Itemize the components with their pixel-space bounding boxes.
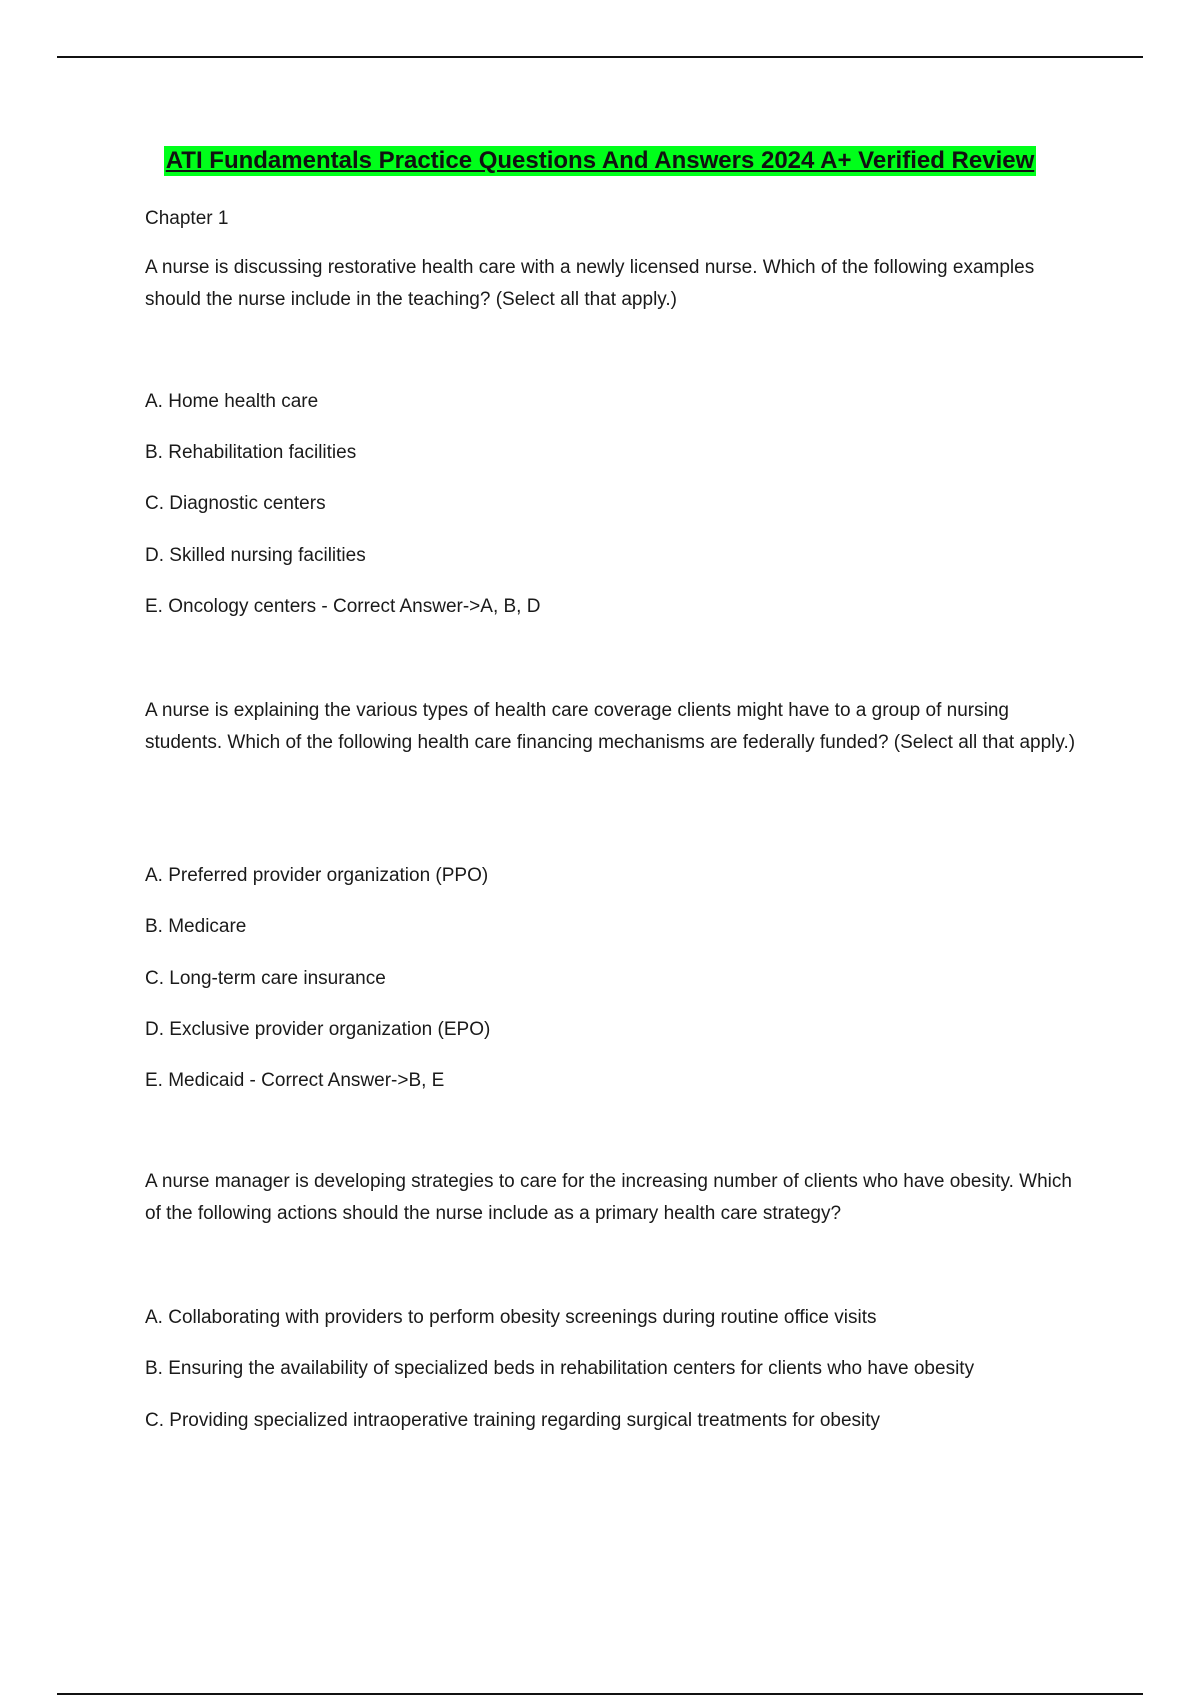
question-3-option-a: A. Collaborating with providers to perform obesity screenings during routine office visits	[145, 1307, 877, 1328]
question-2-option-c: C. Long-term care insurance	[145, 968, 386, 989]
question-1-option-c: C. Diagnostic centers	[145, 493, 326, 514]
question-2-stem: A nurse is explaining the various types of health care coverage clients might have to a group of nursing students. Which of the following health care financing mechanisms are federally funded? (Select all that apply.)	[145, 700, 1076, 753]
question-1-option-d: D. Skilled nursing facilities	[145, 545, 366, 566]
question-1-option-e: E. Oncology centers - Correct Answer->A, B, D	[145, 596, 541, 617]
chapter-heading: Chapter 1	[145, 208, 229, 229]
question-3-option-b: B. Ensuring the availability of specialized beds in rehabilitation centers for clients who have obesity	[145, 1358, 975, 1379]
title-container	[0, 146, 1200, 176]
document-title: ATI Fundamentals Practice Questions And Answers 2024 A+ Verified Review	[165, 147, 1035, 174]
question-3-option-c: C. Providing specialized intraoperative training regarding surgical treatments for obesity	[145, 1410, 881, 1431]
question-2-option-e: E. Medicaid - Correct Answer->B, E	[145, 1070, 445, 1091]
question-1-option-a: A. Home health care	[145, 391, 319, 412]
bottom-rule	[57, 1693, 1143, 1695]
question-2-option-a: A. Preferred provider organization (PPO)	[145, 865, 489, 886]
top-rule	[57, 56, 1143, 58]
question-1-stem: A nurse is discussing restorative health care with a newly licensed nurse. Which of the following examples should the nurse include in the teaching? (Select all that apply.)	[145, 257, 1035, 310]
question-3-stem: A nurse manager is developing strategies to care for the increasing number of clients who have obesity. Which of the following actions should the nurse include as a primary health care strategy?	[145, 1171, 1072, 1224]
question-2-option-d: D. Exclusive provider organization (EPO)	[145, 1019, 491, 1040]
question-1-option-b: B. Rehabilitation facilities	[145, 442, 357, 463]
question-2-option-b: B. Medicare	[145, 916, 247, 937]
